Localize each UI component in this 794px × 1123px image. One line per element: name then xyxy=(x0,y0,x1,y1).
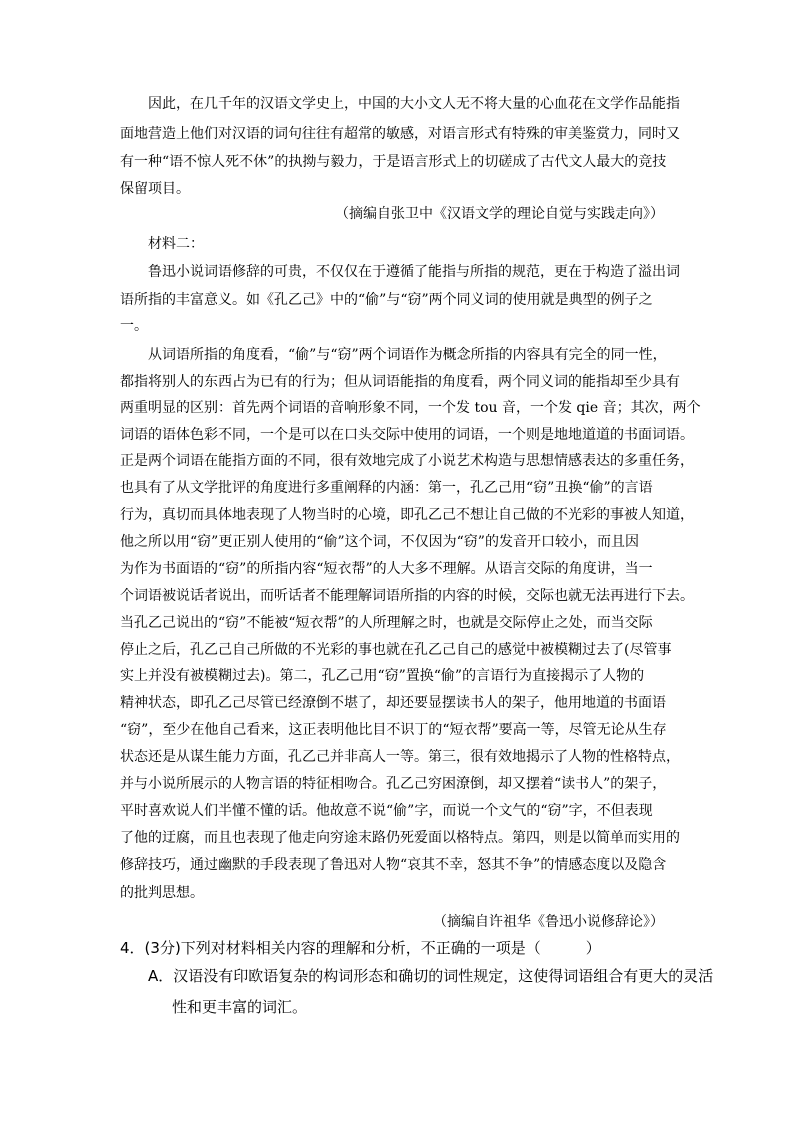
material2-p2-line: 的批判思想。 xyxy=(120,885,204,901)
material2-p2-line: 两重明显的区别：首先两个词语的音响形象不同，一个发 tou 音，一个发 qie 音；其次，两个 xyxy=(120,400,701,416)
source-citation-1: （摘编自张卫中《汉语文学的理论自觉与实践走向》） xyxy=(335,206,664,222)
material2-p2-line: 平时喜欢说人们半懂不懂的话。他故意不说“偷”字，而说一个文气的“窃”字，不但表现 xyxy=(120,803,653,819)
question-4-option-a-cont: 性和更丰富的词汇。 xyxy=(172,998,308,1016)
material2-p2-line: 当孔乙己说出的“窃”不能被“短衣帮”的人所理解之时，也就是交际停止之处，而当交际 xyxy=(120,615,653,631)
material2-p2-line: 个词语被说话者说出，而听话者不能理解词语所指的内容的时候，交际也就无法再进行下去。 xyxy=(120,588,694,604)
material2-p2-line: 停止之后，孔乙己自己所做的不光彩的事也就在孔乙己自己的感觉中被模糊过去了(尽管事 xyxy=(120,642,672,658)
material2-p2-line: 实上并没有被模糊过去)。第二，孔乙己用“窃”置换“偷”的言语行为直接揭示了人物的 xyxy=(120,668,645,684)
question-4-option-a: A．汉语没有印欧语复杂的构词形态和确切的词性规定，这使得词语组合有更大的灵活 xyxy=(148,967,714,985)
material2-p2-line: 状态还是从谋生能力方面，孔乙己并非高人一等。第三，很有效地揭示了人物的性格特点， xyxy=(120,749,680,765)
material2-p2-line: 并与小说所展示的人物言语的特征相吻合。孔乙己穷困潦倒，却又摆着“读书人”的架子， xyxy=(120,776,667,792)
material1-line-2: 面地营造上他们对汉语的词句往往有超常的敏感，对语言形式有特殊的审美鉴赏力，同时又 xyxy=(120,126,680,142)
material2-p2-line: 行为，真切而具体地表现了人物当时的心境，即孔乙己不想让自己做的不光彩的事被人知道， xyxy=(120,507,694,523)
material2-p2-line: 他之所以用“窃”更正别人使用的“偷”这个词，不仅因为“窃”的发音开口较小，而且因 xyxy=(120,534,639,550)
material2-p1-line-2: 语所指的丰富意义。如《孔乙己》中的“偷”与“窃”两个同义词的使用就是典型的例子之 xyxy=(120,292,653,308)
material2-p2-line: 精神状态，即孔乙己尽管已经潦倒不堪了，却还要显摆读书人的架子，他用地道的书面语 xyxy=(120,695,666,711)
material2-p2-line: 正是两个词语在能指方面的不同，很有效地完成了小说艺术构造与思想情感表达的多重任务， xyxy=(120,453,694,469)
material2-heading: 材料二： xyxy=(148,236,204,252)
question-4-stem: 4．(3分)下列对材料相关内容的理解和分析，不正确的一项是（ ） xyxy=(120,939,601,957)
material2-p2-line: 都指将别人的东西占为已有的行为；但从词语能指的角度看，两个同义词的能指却至少具有 xyxy=(120,374,680,390)
material2-p2-line: 为作为书面语的“窃”的所指内容“短衣帮”的人大多不理解。从语言交际的角度讲，当一 xyxy=(120,561,653,577)
source-citation-2: （摘编自许祖华《鲁迅小说修辞论》） xyxy=(433,914,664,930)
material2-p2-line: 也具有了从文学批评的角度进行多重阐释的内涵：第一，孔乙己用“窃”丑换“偷”的言语 xyxy=(120,480,653,496)
material1-line-1: 因此，在几千年的汉语文学史上，中国的大小文人无不将大量的心血花在文学作品能指 xyxy=(148,96,680,112)
material2-p2-line: 从词语所指的角度看，“偷”与“窃”两个词语作为概念所指的内容具有完全的同一性， xyxy=(148,347,667,363)
material1-line-4: 保留项目。 xyxy=(120,181,190,197)
material2-p2-line: 了他的迂腐，而且也表现了他走向穷途末路仍死爱面以格特点。第四，则是以简单而实用的 xyxy=(120,830,680,846)
material2-p2-line: 词语的语体色彩不同，一个是可以在口头交际中使用的词语，一个则是地地道道的书面词语。 xyxy=(120,427,694,443)
material2-p2-line: 修辞技巧，通过幽默的手段表现了鲁迅对人物“哀其不幸，怒其不争”的情感态度以及隐含 xyxy=(120,857,667,873)
material1-line-3: 有一种“语不惊人死不休”的执拗与毅力，于是语言形式上的切磋成了古代文人最大的竞技 xyxy=(120,154,667,170)
material2-p1-line-3: 一。 xyxy=(120,318,148,334)
material2-p1-line-1: 鲁迅小说词语修辞的可贵，不仅仅在于遵循了能指与所指的规范，更在于构造了溢出词 xyxy=(148,264,680,280)
material2-p2-line: “窃”，至少在他自己看来，这正表明他比目不识丁的“短衣帮”要高一等，尽管无论从生存 xyxy=(120,722,667,738)
